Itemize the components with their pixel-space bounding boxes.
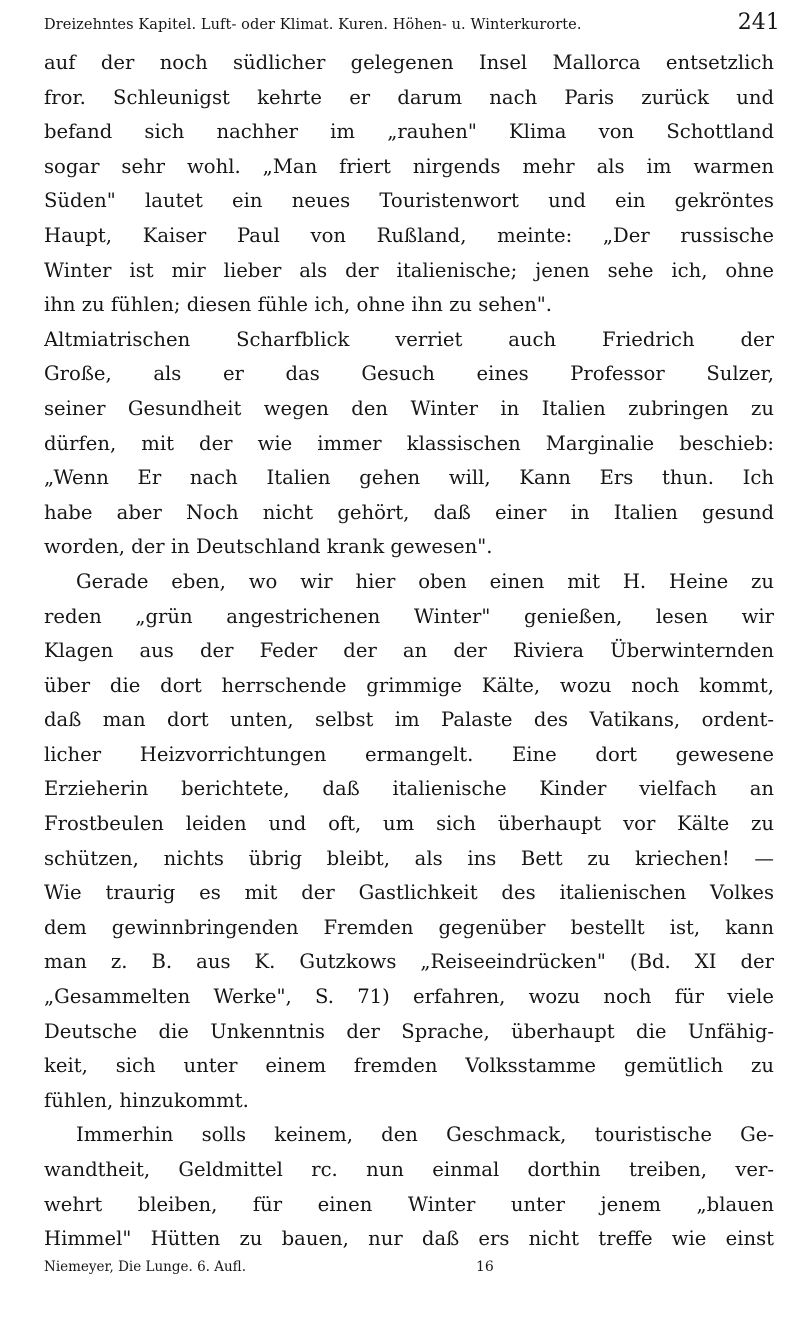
text-line: reden „grün angestrichenen Winter" genießen, lesen wir [44,604,774,628]
text-line: dürfen, mit der wie immer klassischen Marginalie beschieb: [44,431,774,455]
text-line: sogar sehr wohl. „Man friert nirgends mehr als im warmen [44,154,774,178]
text-line: Wie traurig es mit der Gastlichkeit des italienischen Volkes [44,881,774,905]
book-page [44,10,780,1281]
text-line: wehrt bleiben, für einen Winter unter jenem „blauen [44,1192,774,1216]
text-line: „Wenn Er nach Italien gehen will, Kann Ers thun. Ich [44,466,774,490]
page-footer [44,1259,774,1281]
text-line: dem gewinnbringenden Fremden gegenüber bestellt ist, kann [44,915,774,939]
text-line: habe aber Noch nicht gehört, daß einer in Italien gesund [44,500,774,524]
text-line: ihn zu fühlen; diesen fühle ich, ohne ihn zu sehen". [44,293,552,317]
text-line: Klagen aus der Feder der an der Riviera Überwinternden [44,639,774,663]
text-line: daß man dort unten, selbst im Palaste des Vatikans, ordent- [44,708,774,732]
text-line: Frostbeulen leiden und oft, um sich überhaupt vor Kälte zu [44,812,774,836]
text-line: Immerhin solls keinem, den Geschmack, touristische Ge- [76,1123,774,1147]
footer-imprint: Niemeyer, Die Lunge. 6. Aufl. [44,1258,246,1275]
text-line: Erzieherin berichtete, daß italienische Kinder vielfach an [44,777,774,801]
text-line: „Gesammelten Werke", S. 71) erfahren, wozu noch für viele [44,985,774,1009]
text-line: über die dort herrschende grimmige Kälte, wozu noch kommt, [44,673,774,697]
text-line: Süden" lautet ein neues Touristenwort und ein gekröntes [44,189,774,213]
text-line: Haupt, Kaiser Paul von Rußland, meinte: „Der russische [44,223,774,247]
text-line: Große, als er das Gesuch eines Professor Sulzer, [44,362,774,386]
text-line: befand sich nachher im „rauhen" Klima von Schottland [44,120,774,144]
text-line: man z. B. aus K. Gutzkows „Reiseeindrücken" (Bd. XI der [44,950,774,974]
running-title: Dreizehntes Kapitel. Luft- oder Klimat. Kuren. Höhen- u. Winterkurorte. [44,17,582,33]
text-line: licher Heizvorrichtungen ermangelt. Eine dort gewesene [44,742,774,766]
body-text [44,46,774,1257]
text-line: Gerade eben, wo wir hier oben einen mit H. Heine zu [76,569,774,593]
text-line: wandtheit, Geldmittel rc. nun einmal dorthin treiben, ver- [44,1158,774,1181]
signature-mark: 16 [475,1258,494,1275]
text-line: schützen, nichts übrig bleibt, als ins Bett zu kriechen! — [44,846,774,870]
page-number: 241 [737,10,780,35]
text-line: Deutsche die Unkenntnis der Sprache, überhaupt die Unfähig- [44,1019,774,1043]
text-line: auf der noch südlicher gelegenen Insel Mallorca entsetzlich [44,51,774,74]
text-line: seiner Gesundheit wegen den Winter in Italien zubringen zu [44,396,774,420]
text-line: fühlen, hinzukommt. [44,1088,249,1112]
text-line: Altmiatrischen Scharfblick verriet auch Friedrich der [44,327,774,351]
text-line: worden, der in Deutschland krank gewesen". [44,535,493,559]
text-line: Himmel" Hütten zu bauen, nur daß ers nicht treffe wie einst [44,1227,774,1251]
text-line: fror. Schleunigst kehrte er darum nach Paris zurück und [44,85,774,109]
text-line: Winter ist mir lieber als der italienische; jenen sehe ich, ohne [44,258,774,282]
text-line: keit, sich unter einem fremden Volksstamme gemütlich zu [44,1054,774,1078]
running-header [44,10,780,44]
